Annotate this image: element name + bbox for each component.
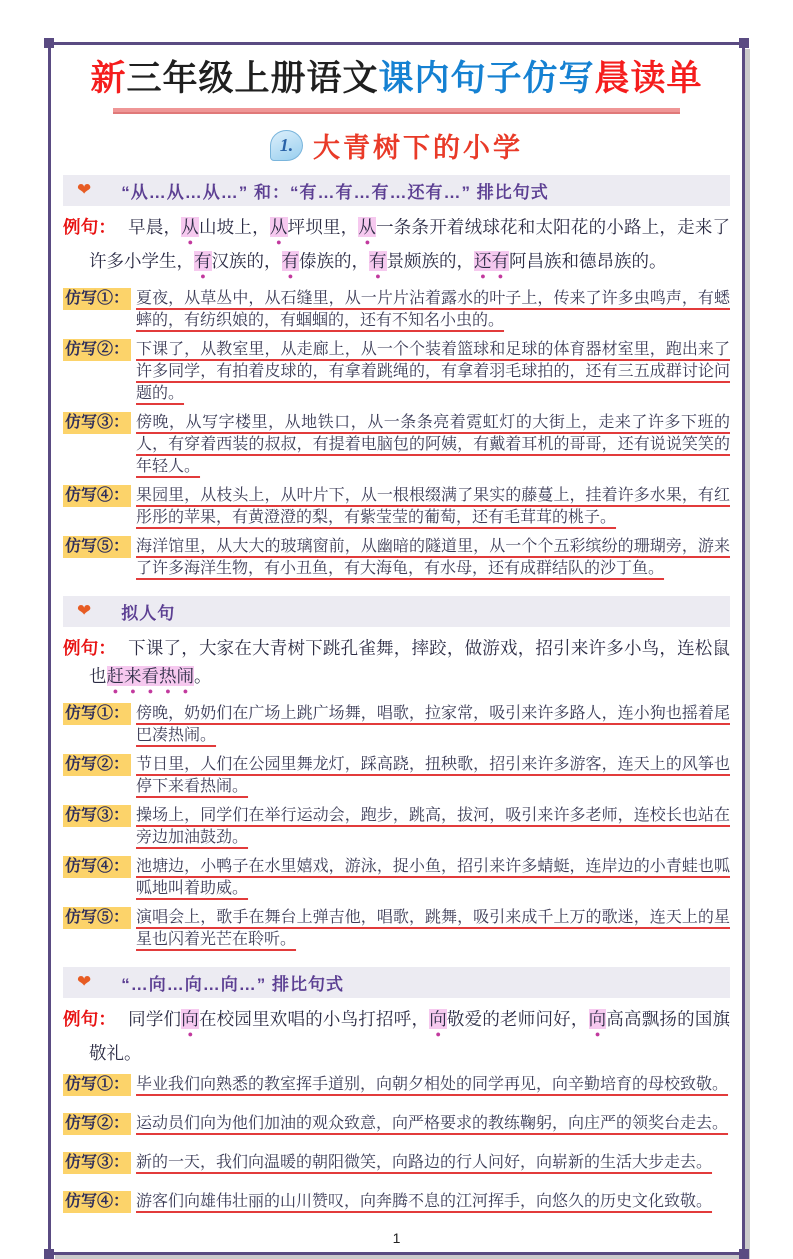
highlighted-keyword: 有: [369, 251, 387, 272]
sections-container: [63, 175, 730, 1213]
example-label: 例句：: [63, 217, 117, 238]
imitation-row: [63, 754, 730, 798]
imitation-row: [63, 1191, 730, 1213]
example-text-segment: 敬爱的老师问好，: [446, 1009, 589, 1030]
imitation-row: [63, 485, 730, 529]
imitation-text: 运动员们向为他们加油的观众致意，向严格要求的教练鞠躬，向庄严的领奖台走去。: [136, 1115, 729, 1133]
imitation-label: 仿写①：: [63, 1074, 131, 1096]
imitation-text: 傍晚，奶奶们在广场上跳广场舞，唱歌，拉家常，吸引来许多路人，连小狗也摇着尾巴凑热闹。: [136, 705, 730, 745]
page-title: [63, 59, 730, 99]
imitation-row: [63, 339, 730, 405]
section: [63, 175, 730, 580]
section: [63, 596, 730, 951]
section-heading-text: “从…从…从…” 和：“有…有…有…还有…” 排比句式: [121, 183, 549, 203]
imitation-row: [63, 1152, 730, 1174]
frame-corner-top-right: [739, 38, 749, 48]
section-heading-text: 拟人句: [121, 604, 176, 624]
imitation-label: 仿写③：: [63, 412, 131, 434]
heart-icon: ❤: [77, 180, 92, 201]
imitation-row: [63, 1074, 730, 1096]
highlighted-keyword: 还有: [474, 251, 509, 272]
imitation-label: 仿写⑤：: [63, 907, 131, 929]
example-label: 例句：: [63, 638, 117, 659]
highlighted-keyword: 有: [194, 251, 212, 272]
example-text-segment: 坪坝里，: [287, 217, 359, 238]
example-text-segment: 景颇族的，: [386, 251, 474, 272]
heart-icon: ❤: [77, 972, 92, 993]
imitation-label: 仿写②：: [63, 754, 131, 776]
imitation-text: 演唱会上，歌手在舞台上弹吉他，唱歌，跳舞，吸引来成千上万的歌迷，连天上的星星也闪着光芒在聆听。: [136, 909, 730, 949]
imitation-row: [63, 412, 730, 478]
imitation-row: [63, 288, 730, 332]
highlighted-keyword: 向: [429, 1009, 447, 1030]
section-heading: [63, 175, 730, 206]
example-text-segment: 一条条开着绒球花和太阳花的小路上，走来了许多小学生，: [89, 217, 731, 272]
imitation-label: 仿写④：: [63, 485, 131, 507]
heart-icon: ❤: [77, 601, 92, 622]
lesson-number-badge: [270, 130, 303, 161]
example-text-segment: 汉族的，: [211, 251, 282, 272]
imitation-row: [63, 805, 730, 849]
example-text-segment: 山坡上，: [198, 217, 270, 238]
highlighted-keyword: 从: [181, 217, 199, 238]
imitation-row: [63, 907, 730, 951]
imitation-list: [63, 703, 730, 951]
imitation-label: 仿写⑤：: [63, 536, 131, 558]
worksheet-page-frame: [48, 42, 745, 1255]
frame-corner-bottom-left: [44, 1249, 54, 1259]
frame-corner-top-left: [44, 38, 54, 48]
example-sentence: [63, 1005, 730, 1067]
imitation-label: 仿写①：: [63, 288, 131, 310]
example-sentence: [63, 213, 730, 281]
imitation-text: 节日里，人们在公园里舞龙灯，踩高跷，扭秧歌，招引来许多游客，连天上的风筝也停下来看热闹。: [136, 756, 730, 796]
section-heading: [63, 596, 730, 627]
imitation-text: 游客们向雄伟壮丽的山川赞叹，向奔腾不息的江河挥手，向悠久的历史文化致敬。: [136, 1193, 713, 1211]
imitation-list: [63, 1074, 730, 1213]
frame-corner-bottom-right: [739, 1249, 749, 1259]
example-text-segment: 早晨，: [128, 217, 182, 238]
highlighted-keyword: 向: [588, 1009, 607, 1030]
page-title-part: 三年级上册语文: [126, 59, 379, 98]
imitation-row: [63, 856, 730, 900]
example-text-segment: 阿昌族和德昂族的。: [509, 251, 667, 272]
page-title-part: 晨读单: [594, 59, 703, 98]
imitation-text: 池塘边，小鸭子在水里嬉戏，游泳，捉小鱼，招引来许多蜻蜓，连岸边的小青蛙也呱呱地叫着助威。: [136, 858, 730, 898]
imitation-label: 仿写④：: [63, 856, 131, 878]
imitation-label: 仿写②：: [63, 1113, 131, 1135]
imitation-row: [63, 536, 730, 580]
imitation-text: 夏夜，从草丛中，从石缝里，从一片片沾着露水的叶子上，传来了许多虫鸣声，有蟋蟀的，有纺织娘的，有蝈蝈的，还有不知名小虫的。: [136, 290, 730, 330]
example-text-segment: 同学们: [128, 1009, 182, 1030]
highlighted-keyword: 有: [281, 251, 299, 272]
highlighted-keyword: 从: [358, 217, 377, 238]
example-text-segment: 傣族的，: [299, 251, 369, 272]
highlighted-keyword: 从: [269, 217, 288, 238]
lesson-number: 1.: [279, 135, 294, 156]
imitation-text: 海洋馆里，从大大的玻璃窗前，从幽暗的隧道里，从一个个五彩缤纷的珊瑚旁，游来了许多海洋生物，有小丑鱼，有大海龟，有水母，还有成群结队的沙丁鱼。: [136, 538, 730, 578]
imitation-label: 仿写①：: [63, 703, 131, 725]
example-text-segment: 。: [194, 666, 212, 687]
imitation-row: [63, 1113, 730, 1135]
highlighted-keyword: 赶来看热闹: [106, 666, 194, 687]
lesson-header: [63, 126, 730, 165]
imitation-text: 傍晚，从写字楼里，从地铁口，从一条条亮着霓虹灯的大街上，走来了许多下班的人，有穿着西装的叔叔，有提着电脑包的阿姨，有戴着耳机的哥哥，还有说说笑笑的年轻人。: [136, 414, 730, 476]
example-text-segment: 下课了，大家在大青树下跳孔雀舞，摔跤，做游戏，招引来许多小鸟，连松鼠也: [89, 638, 730, 687]
example-sentence: [63, 634, 730, 696]
title-divider: [113, 108, 680, 114]
section-heading-text: “…向…向…向…” 排比句式: [121, 975, 344, 995]
page-title-part: 新: [90, 59, 127, 98]
imitation-label: 仿写②：: [63, 339, 131, 361]
imitation-text: 毕业我们向熟悉的教室挥手道别，向朝夕相处的同学再见，向辛勤培育的母校致敬。: [136, 1076, 729, 1094]
imitation-text: 下课了，从教室里，从走廊上，从一个个装着篮球和足球的体育器材室里，跑出来了许多同学，有拍着皮球的，有拿着跳绳的，有拿着羽毛球拍的，还有三五成群讨论问题的。: [136, 341, 730, 403]
imitation-text: 操场上，同学们在举行运动会，跑步，跳高，拔河，吸引来许多老师，连校长也站在旁边加油鼓劲。: [136, 807, 730, 847]
imitation-text: 新的一天，我们向温暖的朝阳微笑，向路边的行人问好，向崭新的生活大步走去。: [136, 1154, 713, 1172]
imitation-row: [63, 703, 730, 747]
lesson-title: 大青树下的小学: [313, 133, 523, 164]
highlighted-keyword: 向: [181, 1009, 199, 1030]
imitation-label: 仿写③：: [63, 1152, 131, 1174]
page-number: 1: [392, 1230, 401, 1247]
page-title-part: 课内句子仿写: [378, 59, 595, 98]
section: [63, 967, 730, 1213]
imitation-list: [63, 288, 730, 580]
imitation-label: 仿写③：: [63, 805, 131, 827]
example-text-segment: 高高飘扬的国旗敬礼。: [89, 1009, 731, 1064]
example-label: 例句：: [63, 1009, 117, 1030]
imitation-text: 果园里，从枝头上，从叶片下，从一根根缀满了果实的藤蔓上，挂着许多水果，有红彤彤的苹果，有黄澄澄的梨，有紫莹莹的葡萄，还有毛茸茸的桃子。: [136, 487, 730, 527]
imitation-label: 仿写④：: [63, 1191, 131, 1213]
example-text-segment: 在校园里欢唱的小鸟打招呼，: [198, 1009, 430, 1030]
section-heading: [63, 967, 730, 998]
